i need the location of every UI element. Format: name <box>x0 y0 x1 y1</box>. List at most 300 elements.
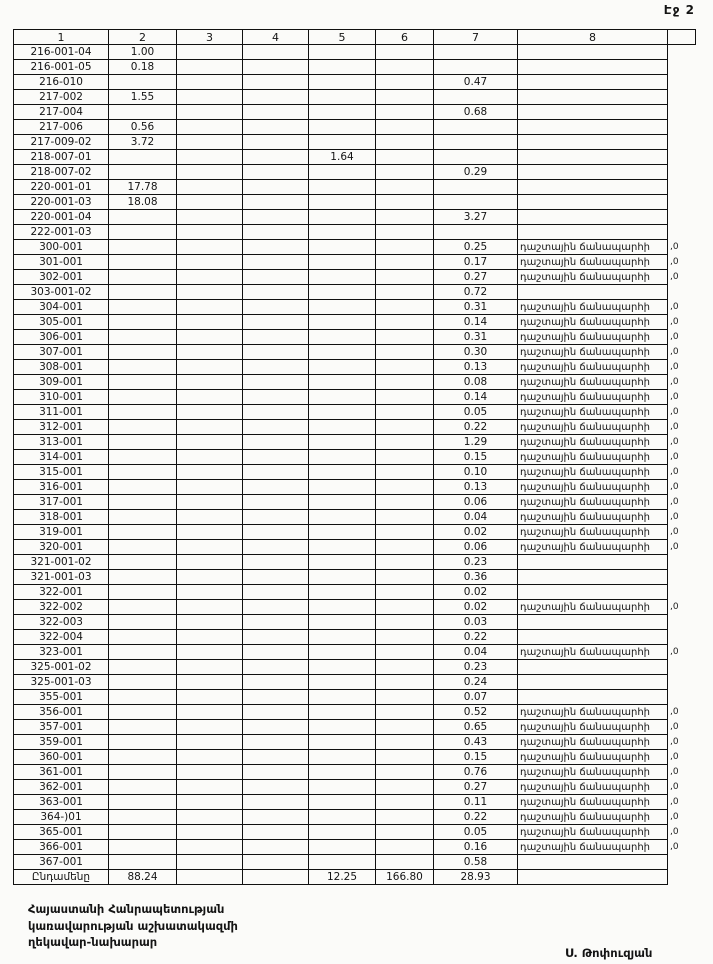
table-cell: 0.08 <box>434 375 518 390</box>
column-header: 8 <box>518 30 668 45</box>
table-cell <box>243 555 309 570</box>
table-cell <box>243 690 309 705</box>
table-cell <box>376 345 434 360</box>
table-cell <box>243 540 309 555</box>
table-cell: դաշտային ճանապարհի <box>518 810 668 825</box>
table-cell: 0.18 <box>109 60 177 75</box>
table-row <box>14 795 696 810</box>
table-cell: դաշտային ճանապարհի <box>518 450 668 465</box>
table-row <box>14 210 696 225</box>
table-cell <box>109 210 177 225</box>
table-row <box>14 585 696 600</box>
footer-org-block <box>28 901 238 951</box>
margin-note: ,0 <box>670 361 679 372</box>
table-cell <box>309 90 376 105</box>
table-cell <box>177 855 243 870</box>
table-cell <box>109 450 177 465</box>
table-cell: 3.72 <box>109 135 177 150</box>
table-cell: 365-001 <box>14 825 109 840</box>
table-cell <box>309 750 376 765</box>
table-cell <box>243 510 309 525</box>
table-cell <box>518 180 668 195</box>
table-cell <box>309 390 376 405</box>
table-cell <box>177 870 243 885</box>
table-cell: 1.00 <box>109 45 177 60</box>
table-cell <box>177 75 243 90</box>
table-cell: 217-006 <box>14 120 109 135</box>
table-cell: դաշտային ճանապարհի <box>518 705 668 720</box>
table-cell <box>376 570 434 585</box>
table-cell <box>177 150 243 165</box>
table-cell <box>518 45 668 60</box>
table-cell: 0.02 <box>434 525 518 540</box>
table-cell <box>109 360 177 375</box>
table-cell <box>109 705 177 720</box>
table-cell: 17.78 <box>109 180 177 195</box>
table-cell: 322-001 <box>14 585 109 600</box>
table-cell: դաշտային ճանապարհի <box>518 645 668 660</box>
table-cell <box>177 570 243 585</box>
table-cell: 361-001 <box>14 765 109 780</box>
table-cell: 321-001-02 <box>14 555 109 570</box>
table-cell <box>243 435 309 450</box>
table-cell <box>376 135 434 150</box>
table-cell: 0.65 <box>434 720 518 735</box>
table-cell <box>177 255 243 270</box>
table-cell <box>309 825 376 840</box>
table-cell: 0.15 <box>434 450 518 465</box>
table-cell: 300-001 <box>14 240 109 255</box>
table-cell <box>109 855 177 870</box>
table-row <box>14 810 696 825</box>
table-cell <box>243 495 309 510</box>
table-cell <box>177 615 243 630</box>
table-row <box>14 300 696 315</box>
table-cell: 322-002 <box>14 600 109 615</box>
table-cell: 0.14 <box>434 390 518 405</box>
margin-note <box>668 60 696 75</box>
table-cell: 318-001 <box>14 510 109 525</box>
table-row <box>14 195 696 210</box>
table-cell <box>243 390 309 405</box>
table-cell: 355-001 <box>14 690 109 705</box>
table-cell <box>309 240 376 255</box>
table-cell <box>376 180 434 195</box>
table-cell <box>177 525 243 540</box>
table-cell: դաշտային ճանապարհի <box>518 540 668 555</box>
table-cell: 319-001 <box>14 525 109 540</box>
table-body <box>14 45 696 885</box>
table-row <box>14 90 696 105</box>
table-cell <box>376 210 434 225</box>
table-cell <box>109 795 177 810</box>
table-cell: 0.04 <box>434 645 518 660</box>
table-cell <box>243 105 309 120</box>
table-cell: 363-001 <box>14 795 109 810</box>
table-row <box>14 105 696 120</box>
table-cell <box>177 585 243 600</box>
table-row <box>14 165 696 180</box>
margin-note <box>668 690 696 705</box>
table-cell: դաշտային ճանապարհի <box>518 600 668 615</box>
table-row <box>14 780 696 795</box>
table-cell <box>177 300 243 315</box>
table-cell <box>177 225 243 240</box>
table-cell <box>376 540 434 555</box>
table-cell: 0.56 <box>109 120 177 135</box>
table-cell: 220-001-04 <box>14 210 109 225</box>
table-cell: 0.03 <box>434 615 518 630</box>
table-cell <box>376 480 434 495</box>
column-header: 2 <box>109 30 177 45</box>
table-cell <box>309 600 376 615</box>
table-cell <box>309 165 376 180</box>
table-cell <box>376 795 434 810</box>
table-cell: 0.05 <box>434 825 518 840</box>
table-cell: դաշտային ճանապարհի <box>518 765 668 780</box>
table-cell <box>243 870 309 885</box>
table-cell <box>309 345 376 360</box>
table-row <box>14 645 696 660</box>
table-cell <box>177 105 243 120</box>
table-cell <box>109 300 177 315</box>
table-row <box>14 330 696 345</box>
table-cell: 12.25 <box>309 870 376 885</box>
table-cell <box>309 570 376 585</box>
table-cell <box>109 630 177 645</box>
table-cell: 220-001-01 <box>14 180 109 195</box>
margin-note <box>668 555 696 570</box>
table-cell <box>243 300 309 315</box>
table-cell <box>376 645 434 660</box>
table-cell: 316-001 <box>14 480 109 495</box>
table-cell <box>243 195 309 210</box>
table-row <box>14 120 696 135</box>
table-cell: 28.93 <box>434 870 518 885</box>
table-cell <box>518 855 668 870</box>
margin-note <box>668 210 696 225</box>
table-cell <box>243 720 309 735</box>
margin-note <box>668 195 696 210</box>
column-header: 6 <box>376 30 434 45</box>
table-cell: դաշտային ճանապարհի <box>518 270 668 285</box>
table-cell: 320-001 <box>14 540 109 555</box>
table-cell: 362-001 <box>14 780 109 795</box>
table-cell: 0.05 <box>434 405 518 420</box>
table-cell: 364-)01 <box>14 810 109 825</box>
table-cell <box>376 195 434 210</box>
table-cell <box>177 825 243 840</box>
table-cell <box>177 180 243 195</box>
table-cell: 0.52 <box>434 705 518 720</box>
table-row <box>14 540 696 555</box>
table-cell: 216-010 <box>14 75 109 90</box>
table-cell: դաշտային ճանապարհի <box>518 315 668 330</box>
table-cell <box>243 135 309 150</box>
table-cell <box>309 675 376 690</box>
table-cell: 311-001 <box>14 405 109 420</box>
table-cell <box>243 660 309 675</box>
table-cell <box>376 225 434 240</box>
table-cell <box>376 450 434 465</box>
table-cell <box>243 750 309 765</box>
table-cell <box>177 240 243 255</box>
table-cell: 0.06 <box>434 495 518 510</box>
table-cell <box>376 825 434 840</box>
margin-note <box>668 120 696 135</box>
table-cell <box>109 645 177 660</box>
table-row <box>14 570 696 585</box>
table-cell <box>177 495 243 510</box>
table-cell: 306-001 <box>14 330 109 345</box>
table-cell: 3.27 <box>434 210 518 225</box>
table-cell: 303-001-02 <box>14 285 109 300</box>
table-cell <box>109 615 177 630</box>
table-cell <box>243 645 309 660</box>
table-cell <box>309 690 376 705</box>
table-cell <box>109 105 177 120</box>
table-row <box>14 525 696 540</box>
table-cell: 0.68 <box>434 105 518 120</box>
table-cell <box>518 75 668 90</box>
table-cell: դաշտային ճանապարհի <box>518 375 668 390</box>
table-cell <box>109 690 177 705</box>
margin-note: ,0 <box>670 301 679 312</box>
table-cell <box>109 720 177 735</box>
table-cell <box>177 540 243 555</box>
table-cell <box>177 360 243 375</box>
table-cell: դաշտային ճանապարհի <box>518 300 668 315</box>
table-cell <box>109 465 177 480</box>
footer-org-line: ղեկավար-նախարար <box>28 935 158 949</box>
table-row <box>14 615 696 630</box>
table-cell: դաշտային ճանապարհի <box>518 720 668 735</box>
table-cell <box>243 735 309 750</box>
table-cell <box>518 165 668 180</box>
table-cell <box>177 600 243 615</box>
table-cell <box>518 60 668 75</box>
margin-note <box>668 150 696 165</box>
table-cell <box>376 300 434 315</box>
table-row <box>14 675 696 690</box>
table-cell <box>177 210 243 225</box>
table-cell <box>518 90 668 105</box>
table-row <box>14 555 696 570</box>
table-cell <box>309 615 376 630</box>
page-number-label: Էջ 2 <box>663 3 695 17</box>
margin-note: ,0 <box>670 796 679 807</box>
table-cell <box>376 555 434 570</box>
table-cell <box>109 420 177 435</box>
table-cell <box>309 435 376 450</box>
table-cell: 0.04 <box>434 510 518 525</box>
table-cell <box>518 225 668 240</box>
table-cell: 0.24 <box>434 675 518 690</box>
table-cell <box>376 810 434 825</box>
table-cell <box>434 45 518 60</box>
table-cell <box>309 720 376 735</box>
table-row <box>14 360 696 375</box>
table-cell <box>376 165 434 180</box>
table-cell <box>243 375 309 390</box>
margin-note <box>668 45 696 60</box>
table-cell <box>309 525 376 540</box>
table-cell <box>376 270 434 285</box>
table-cell <box>243 330 309 345</box>
table-cell <box>177 165 243 180</box>
table-cell <box>518 120 668 135</box>
table-row <box>14 495 696 510</box>
table-cell <box>309 105 376 120</box>
table-row <box>14 255 696 270</box>
table-cell: 0.07 <box>434 690 518 705</box>
margin-note: ,0 <box>670 256 679 267</box>
table-cell <box>109 240 177 255</box>
table-cell <box>376 465 434 480</box>
table-cell <box>177 735 243 750</box>
table-cell <box>376 120 434 135</box>
margin-note: ,0 <box>670 781 679 792</box>
table-cell <box>309 540 376 555</box>
table-cell <box>309 195 376 210</box>
table-row <box>14 270 696 285</box>
table-cell <box>309 480 376 495</box>
table-cell: 1.29 <box>434 435 518 450</box>
table-cell: դաշտային ճանապարհի <box>518 825 668 840</box>
table-cell <box>518 285 668 300</box>
table-cell: 217-009-02 <box>14 135 109 150</box>
margin-note: ,0 <box>670 811 679 822</box>
table-cell: 0.43 <box>434 735 518 750</box>
table-cell: 323-001 <box>14 645 109 660</box>
table-cell <box>309 420 376 435</box>
table-cell <box>243 360 309 375</box>
table-cell: դաշտային ճանապարհի <box>518 390 668 405</box>
table-cell: դաշտային ճանապարհի <box>518 420 668 435</box>
table-cell <box>109 540 177 555</box>
table-cell <box>309 810 376 825</box>
table-cell: 0.47 <box>434 75 518 90</box>
table-cell <box>177 45 243 60</box>
table-cell <box>243 825 309 840</box>
table-row <box>14 750 696 765</box>
table-cell: 0.76 <box>434 765 518 780</box>
table-cell: 0.30 <box>434 345 518 360</box>
table-cell <box>434 225 518 240</box>
margin-note: ,0 <box>670 451 679 462</box>
table-row <box>14 705 696 720</box>
table-cell <box>376 615 434 630</box>
table-cell <box>309 120 376 135</box>
table-cell <box>376 90 434 105</box>
column-header: 7 <box>434 30 518 45</box>
margin-note <box>668 675 696 690</box>
table-cell <box>109 390 177 405</box>
table-cell: 0.27 <box>434 270 518 285</box>
table-cell <box>177 765 243 780</box>
table-cell <box>518 105 668 120</box>
table-cell: Ընդամենը <box>14 870 109 885</box>
table-cell <box>243 270 309 285</box>
table-cell <box>177 135 243 150</box>
column-header: 5 <box>309 30 376 45</box>
table-cell <box>243 285 309 300</box>
table-row <box>14 135 696 150</box>
margin-note <box>668 180 696 195</box>
table-cell: 325-001-03 <box>14 675 109 690</box>
table-cell <box>243 345 309 360</box>
table-cell <box>309 255 376 270</box>
table-cell <box>177 510 243 525</box>
table-cell <box>309 210 376 225</box>
table-cell <box>376 585 434 600</box>
table-cell <box>434 180 518 195</box>
table-cell <box>376 315 434 330</box>
table-cell <box>309 795 376 810</box>
table-cell <box>109 810 177 825</box>
table-cell: դաշտային ճանապարհի <box>518 525 668 540</box>
table-cell: 1.55 <box>109 90 177 105</box>
table-cell <box>177 390 243 405</box>
table-cell <box>518 555 668 570</box>
table-cell <box>177 270 243 285</box>
table-cell <box>518 630 668 645</box>
table-cell <box>376 705 434 720</box>
signature-name: Ս. Թոփուզյան <box>565 946 653 960</box>
table-cell <box>177 810 243 825</box>
table-cell <box>109 225 177 240</box>
margin-note: ,0 <box>670 346 679 357</box>
table-row <box>14 510 696 525</box>
table-cell <box>243 765 309 780</box>
margin-note: ,0 <box>670 376 679 387</box>
table-row <box>14 375 696 390</box>
table-cell <box>518 570 668 585</box>
table-cell <box>109 435 177 450</box>
table-cell <box>376 720 434 735</box>
table-cell <box>243 420 309 435</box>
table-cell: 305-001 <box>14 315 109 330</box>
column-header: 1 <box>14 30 109 45</box>
table-cell: դաշտային ճանապարհի <box>518 795 668 810</box>
table-cell: 0.36 <box>434 570 518 585</box>
table-cell <box>376 630 434 645</box>
table-cell <box>177 705 243 720</box>
table-cell <box>243 240 309 255</box>
table-cell: 313-001 <box>14 435 109 450</box>
table-cell <box>177 555 243 570</box>
table-cell <box>177 315 243 330</box>
table-cell <box>309 300 376 315</box>
table-cell <box>309 585 376 600</box>
table-cell <box>309 660 376 675</box>
table-cell <box>243 225 309 240</box>
table-cell <box>243 525 309 540</box>
table-cell: 0.31 <box>434 330 518 345</box>
table-cell <box>177 90 243 105</box>
table-cell <box>376 750 434 765</box>
table-cell: դաշտային ճանապարհի <box>518 435 668 450</box>
table-cell <box>434 120 518 135</box>
table-cell <box>376 435 434 450</box>
table-cell: 0.25 <box>434 240 518 255</box>
table-cell <box>109 555 177 570</box>
table-cell <box>177 645 243 660</box>
table-cell <box>109 735 177 750</box>
table-row <box>14 855 696 870</box>
margin-note: ,0 <box>670 526 679 537</box>
table-cell: 0.13 <box>434 480 518 495</box>
